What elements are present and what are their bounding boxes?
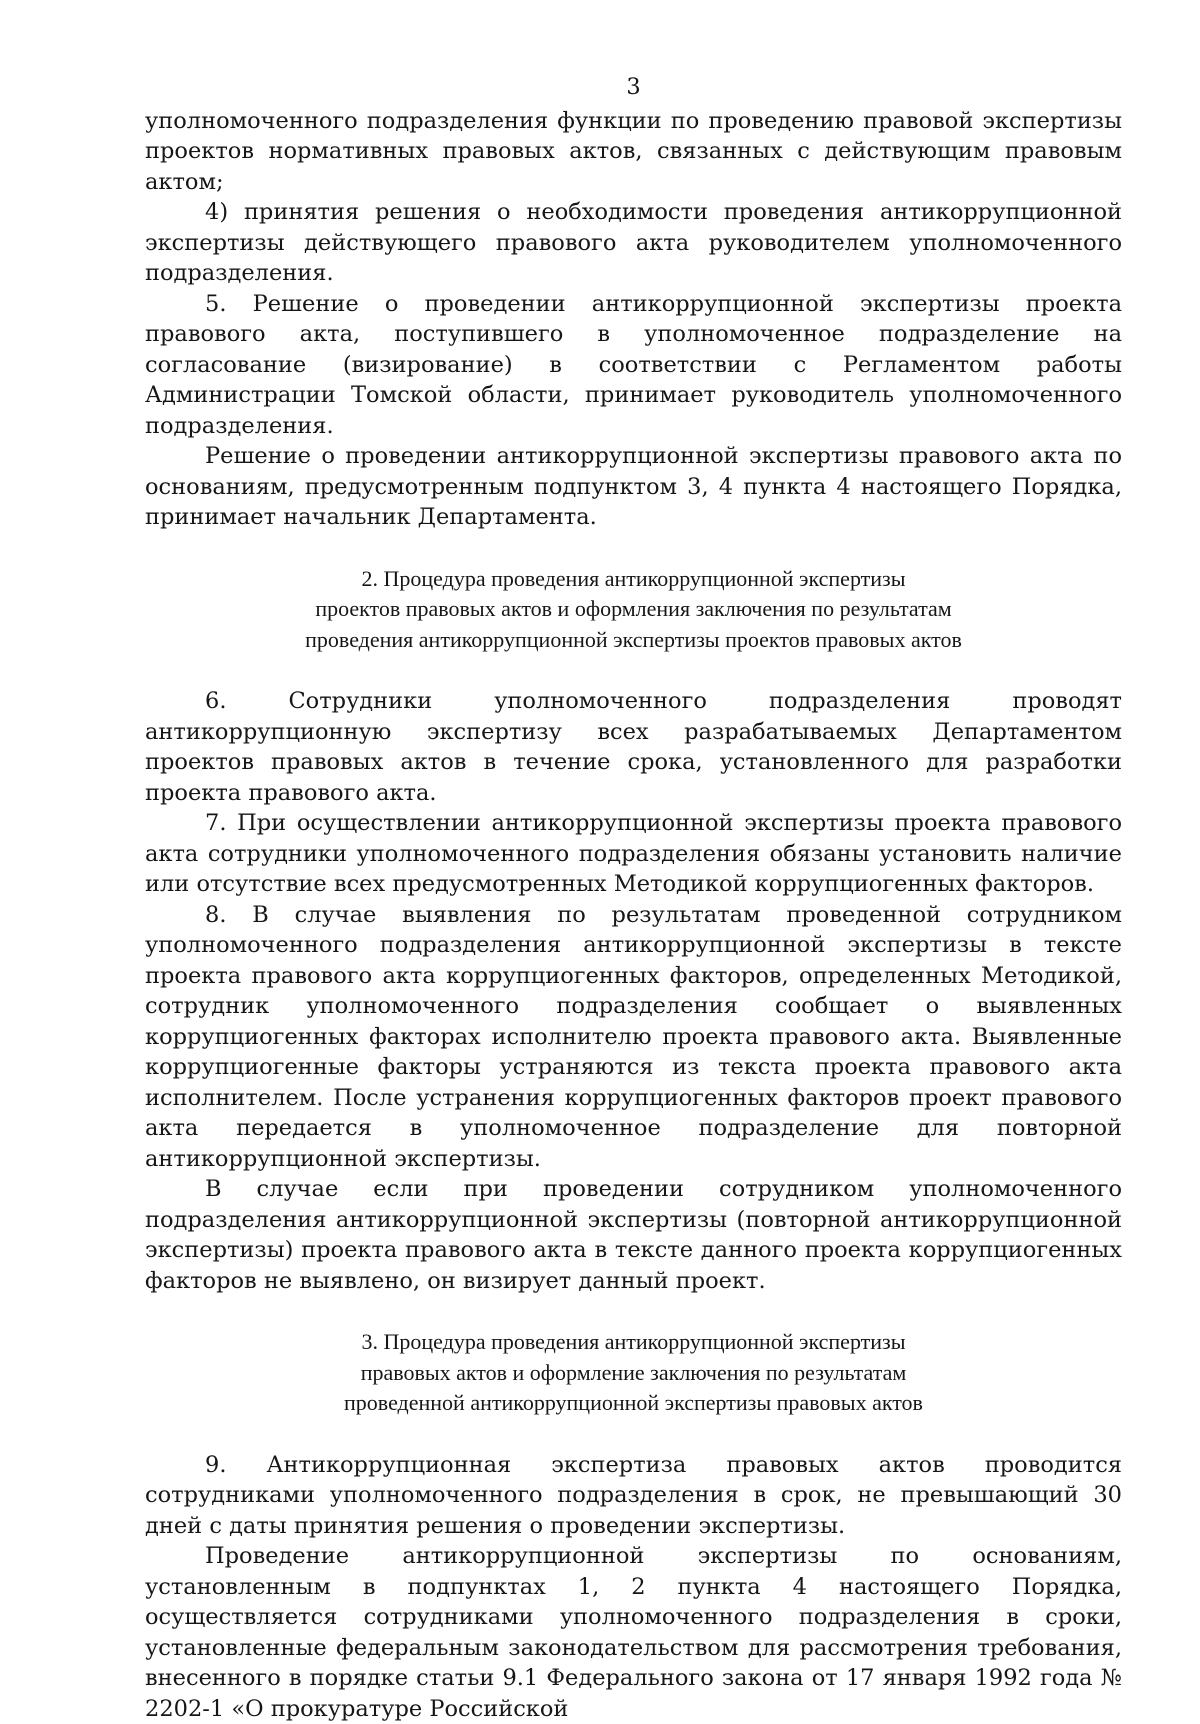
paragraph-clause-5-decision: Решение о проведении антикоррупционной экспертизы правового акта по основаниям, предусмотренным подпунктом 3, 4 пункта 4 настоящего Порядка, принимает начальник Департамента. xyxy=(145,443,1122,530)
section-2-heading-line: проведения антикоррупционной экспертизы проектов правовых актов xyxy=(305,626,962,652)
paragraph-item-4: 4) принятия решения о необходимости проведения антикоррупционной экспертизы действующего правового акта руководителем уполномоченного подразделения. xyxy=(145,199,1122,286)
section-3-heading-line: проведенной антикоррупционной экспертизы правовых актов xyxy=(344,1390,923,1415)
section-2-heading-line: проектов правовых актов и оформления заключения по результатам xyxy=(315,596,952,621)
paragraph-clause-6: 6. Сотрудники уполномоченного подразделения проводят антикоррупционную экспертизу всех разрабатываемых Департаментом проектов правовых актов в течение срока, установленного для разработки проекта правового акта. xyxy=(145,688,1122,806)
section-3-heading-line: 3. Процедура проведения антикоррупционной экспертизы xyxy=(361,1329,906,1354)
section-3-heading-line: правовых актов и оформление заключения по результатам xyxy=(360,1359,907,1385)
paragraph-clause-7: 7. При осуществлении антикоррупционной экспертизы проекта правового акта сотрудники уполномоченного подразделения обязаны установить наличие или отсутствие всех предусмотренных Методикой коррупциогенных факторов. xyxy=(145,810,1122,897)
paragraph-clause-9-continued: Проведение антикоррупционной экспертизы по основаниям, установленным в подпунктах 1, 2 пункта 4 настоящего Порядка, осуществляется сотрудниками уполномоченного подразделения в сроки, установленные федеральным законодательством для рассмотрения требования, внесенного в порядке статьи 9.1 Федерального закона от 17 января 1992 года № 2202-1 «О прокуратуре Российской xyxy=(145,1543,1122,1722)
paragraph-clause-5: 5. Решение о проведении антикоррупционной экспертизы проекта правового акта, поступившего в уполномоченное подразделение на согласование (визирование) в соответствии с Регламентом работы Администрации Томской области, принимает руководитель уполномоченного подразделения. xyxy=(145,290,1122,439)
paragraph-clause-8: 8. В случае выявления по результатам проведенной сотрудником уполномоченного подразделения антикоррупционной экспертизы в тексте проекта правового акта коррупциогенных факторов, определенных Методикой, сотрудник уполномоченного подразделения сообщает о выявленных коррупциогенных факторах исполнителю проекта правового акта. Выявленные коррупциогенные факторы устраняются из текста проекта правового акта исполнителем. После устранения коррупциогенных факторов проект правового акта передается в уполномоченное подразделение для повторной антикоррупционной экспертизы. xyxy=(145,901,1122,1172)
section-2-heading-line: 2. Процедура проведения антикоррупционной экспертизы xyxy=(361,565,906,591)
paragraph-clause-8-continued: В случае если при проведении сотрудником уполномоченного подразделения антикоррупционной экспертизы (повторной антикоррупционной экспертизы) проекта правового акта в тексте данного проекта коррупциогенных факторов не выявлено, он визирует данный проект. xyxy=(145,1176,1122,1294)
page-number: 3 xyxy=(626,74,641,100)
paragraph-clause-9: 9. Антикоррупционная экспертиза правовых актов проводится сотрудниками уполномоченного подразделения в срок, не превышающий 30 дней с даты принятия решения о проведении экспертизы. xyxy=(145,1451,1122,1539)
section-3-heading xyxy=(145,1327,1122,1419)
paragraph-continuation: уполномоченного подразделения функции по проведению правовой экспертизы проектов нормативных правовых актов, связанных с действующим правовым актом; xyxy=(145,107,1122,195)
section-2-heading xyxy=(145,564,1122,656)
